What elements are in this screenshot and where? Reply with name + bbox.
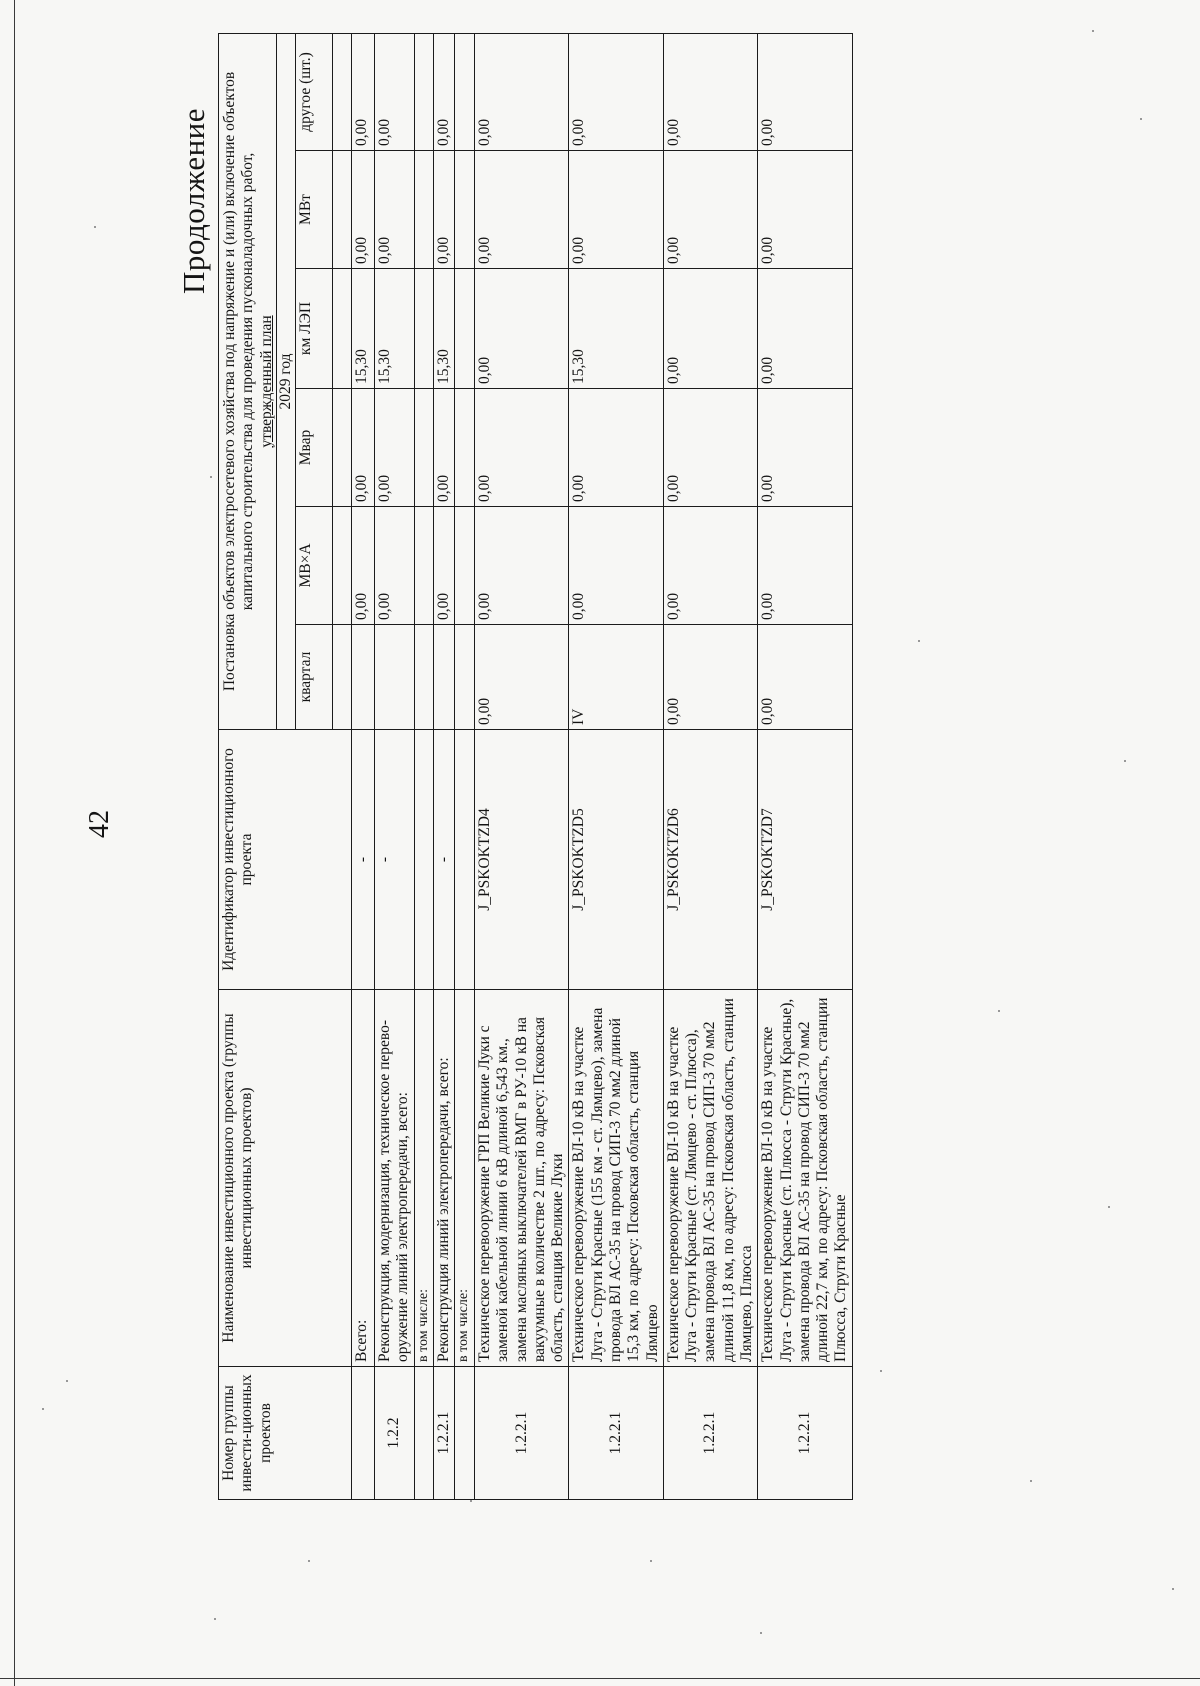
header-group-number: Номер группы инвести-ционных проектов	[219, 1367, 352, 1500]
scan-speck	[650, 1560, 652, 1562]
row-identifier: -	[352, 730, 375, 990]
header-other: другое (шт.)	[296, 33, 333, 150]
table-row	[758, 33, 852, 1499]
scan-speck	[1140, 118, 1142, 120]
row-mvar: 0,00	[475, 389, 569, 507]
row-mva: 0,00	[352, 507, 375, 625]
row-number	[414, 1367, 434, 1500]
row-mvar: 0,00	[663, 389, 757, 507]
header-mva: МВ×А	[296, 507, 333, 625]
row-mva: 0,00	[758, 507, 852, 625]
header-row-1	[219, 33, 277, 1499]
row-number: 1.2.2.1	[569, 1367, 663, 1500]
header-identifier: Идентификатор инвестиционного проекта	[219, 730, 352, 990]
header-km-lep: км ЛЭП	[296, 269, 333, 389]
row-identifier: J_PSKOKTZD7	[758, 730, 852, 990]
scan-speck	[1108, 1206, 1110, 1208]
row-number: 1.2.2.1	[758, 1367, 852, 1500]
row-quarter: 0,00	[663, 625, 757, 730]
row-quarter	[414, 625, 434, 730]
header-spacer-cell	[333, 389, 352, 507]
row-mvar: 0,00	[758, 389, 852, 507]
row-mvar: 0,00	[434, 389, 455, 507]
row-number	[455, 1367, 475, 1500]
scan-speck	[214, 1618, 216, 1620]
row-name: Техническое перевооружение ГРП Великие Луки с заменой кабельной линии 6 кВ длиной 6,543 км., замена масляных выключателей ВМГ в РУ-10 кВ на вакуумные в количестве 2 шт., по адресу: Псковская область, станция Великие Луки	[475, 990, 569, 1367]
header-spacer-cell	[333, 625, 352, 730]
row-number	[352, 1367, 375, 1500]
row-mvar: 0,00	[569, 389, 663, 507]
row-quarter: IV	[569, 625, 663, 730]
row-mw: 0,00	[434, 151, 455, 269]
scan-speck	[998, 1010, 1000, 1012]
row-other: 0,00	[375, 33, 415, 150]
row-km-lep: 15,30	[434, 269, 455, 389]
header-mvar: Мвар	[296, 389, 333, 507]
row-number: 1.2.2.1	[475, 1367, 569, 1500]
row-other: 0,00	[434, 33, 455, 150]
header-spacer-cell	[333, 269, 352, 389]
row-identifier	[414, 730, 434, 990]
table-row	[455, 33, 475, 1499]
header-spacer-cell	[333, 507, 352, 625]
table-row	[663, 33, 757, 1499]
investment-table	[218, 33, 853, 1500]
row-km-lep: 0,00	[475, 269, 569, 389]
row-identifier: -	[434, 730, 455, 990]
row-name: в том числе:	[414, 990, 434, 1367]
row-km-lep: 15,30	[375, 269, 415, 389]
row-km-lep: 15,30	[352, 269, 375, 389]
row-identifier: J_PSKOKTZD5	[569, 730, 663, 990]
row-mvar: 0,00	[375, 389, 415, 507]
row-other	[455, 33, 475, 150]
row-other: 0,00	[569, 33, 663, 150]
row-mw: 0,00	[569, 151, 663, 269]
row-mva: 0,00	[663, 507, 757, 625]
scan-speck	[880, 1370, 882, 1372]
row-identifier: -	[375, 730, 415, 990]
row-mw	[414, 151, 434, 269]
row-quarter	[375, 625, 415, 730]
row-mva: 0,00	[569, 507, 663, 625]
row-name: Техническое перевооружение ВЛ-10 кВ на участке Луга - Струги Красные (ст. Лямцево - ст. Плюсса), замена провода ВЛ АС-35 на провод СИП-3 70 мм2 длиной 11,8 км, по адресу: Псковская область, станции Лямцево, Плюсса	[663, 990, 757, 1367]
scan-speck	[1030, 1480, 1032, 1482]
scan-speck	[210, 476, 212, 478]
scan-speck	[918, 640, 920, 642]
row-other: 0,00	[352, 33, 375, 150]
header-plan: утвержденный план	[257, 315, 275, 448]
row-km-lep: 0,00	[663, 269, 757, 389]
table-row	[569, 33, 663, 1499]
header-mw: МВт	[296, 151, 333, 269]
scan-speck	[94, 226, 96, 228]
header-commissioning-text: Постановка объектов электросетевого хозяйства под напряжение и (или) включение объектов капитального строительства для проведения пусконаладочных работ,	[221, 71, 257, 692]
row-mva: 0,00	[375, 507, 415, 625]
row-mvar	[455, 389, 475, 507]
row-name: Техническое перевооружение ВЛ-10 кВ на участке Луга - Струги Красные (ст. Плюсса - Струги Красные), замена провода ВЛ АС-35 на провод СИП-3 70 мм2 длиной 22,7 км, по адресу: Псковская область, станции Плюсса, Струги Красные	[758, 990, 852, 1367]
page-number: 42	[84, 810, 115, 838]
scan-speck	[308, 1560, 310, 1562]
row-quarter: 0,00	[758, 625, 852, 730]
table-row	[434, 33, 455, 1499]
row-mvar	[414, 389, 434, 507]
row-mw: 0,00	[352, 151, 375, 269]
header-commissioning	[219, 33, 277, 729]
row-mw	[455, 151, 475, 269]
row-other: 0,00	[663, 33, 757, 150]
row-mva: 0,00	[475, 507, 569, 625]
header-spacer-cell	[333, 151, 352, 269]
row-mva: 0,00	[434, 507, 455, 625]
continuation-label: Продолжение	[176, 107, 211, 294]
scan-speck	[66, 1380, 68, 1382]
table-row	[375, 33, 415, 1499]
row-mva	[414, 507, 434, 625]
row-quarter	[352, 625, 375, 730]
row-identifier: J_PSKOKTZD6	[663, 730, 757, 990]
row-number: 1.2.2.1	[663, 1367, 757, 1500]
row-km-lep: 0,00	[758, 269, 852, 389]
header-year: 2029 год	[276, 33, 295, 729]
row-km-lep: 15,30	[569, 269, 663, 389]
row-km-lep	[414, 269, 434, 389]
row-mva	[455, 507, 475, 625]
row-mw: 0,00	[758, 151, 852, 269]
row-other: 0,00	[758, 33, 852, 150]
row-other: 0,00	[475, 33, 569, 150]
scan-speck	[1124, 760, 1126, 762]
row-mw: 0,00	[375, 151, 415, 269]
row-mw: 0,00	[663, 151, 757, 269]
header-project-name: Наименование инвестиционного проекта (группы инвестиционных проектов)	[219, 990, 352, 1367]
scan-speck	[42, 1408, 44, 1410]
table-row	[352, 33, 375, 1499]
row-quarter: 0,00	[475, 625, 569, 730]
row-mw: 0,00	[475, 151, 569, 269]
scan-speck	[1172, 1588, 1174, 1590]
row-name: в том числе:	[455, 990, 475, 1367]
row-quarter	[455, 625, 475, 730]
scan-speck	[1092, 30, 1094, 32]
row-identifier: J_PSKOKTZD4	[475, 730, 569, 990]
row-km-lep	[455, 269, 475, 389]
scan-speck	[760, 1632, 762, 1634]
row-name: Реконструкция линий электропередачи, всего:	[434, 990, 455, 1367]
row-quarter	[434, 625, 455, 730]
row-number: 1.2.2.1	[434, 1367, 455, 1500]
row-identifier	[455, 730, 475, 990]
row-mvar: 0,00	[352, 389, 375, 507]
table-row	[414, 33, 434, 1499]
table-row	[475, 33, 569, 1499]
row-name: Всего:	[352, 990, 375, 1367]
row-other	[414, 33, 434, 150]
row-number: 1.2.2	[375, 1367, 415, 1500]
row-name: Реконструкция, модернизация, техническое перево-оружение линий электропередачи, всего:	[375, 990, 415, 1367]
row-name: Техническое перевооружение ВЛ-10 кВ на участке Луга - Струги Красные (155 км - ст. Лямцево), замена провода ВЛ АС-35 на провод СИП-3 70 мм2 длиной 15,3 км, по адресу: Псковская область, станция Лямцево	[569, 990, 663, 1367]
header-spacer-cell	[333, 33, 352, 150]
scan-speck	[470, 1500, 472, 1502]
header-quarter: квартал	[296, 625, 333, 730]
